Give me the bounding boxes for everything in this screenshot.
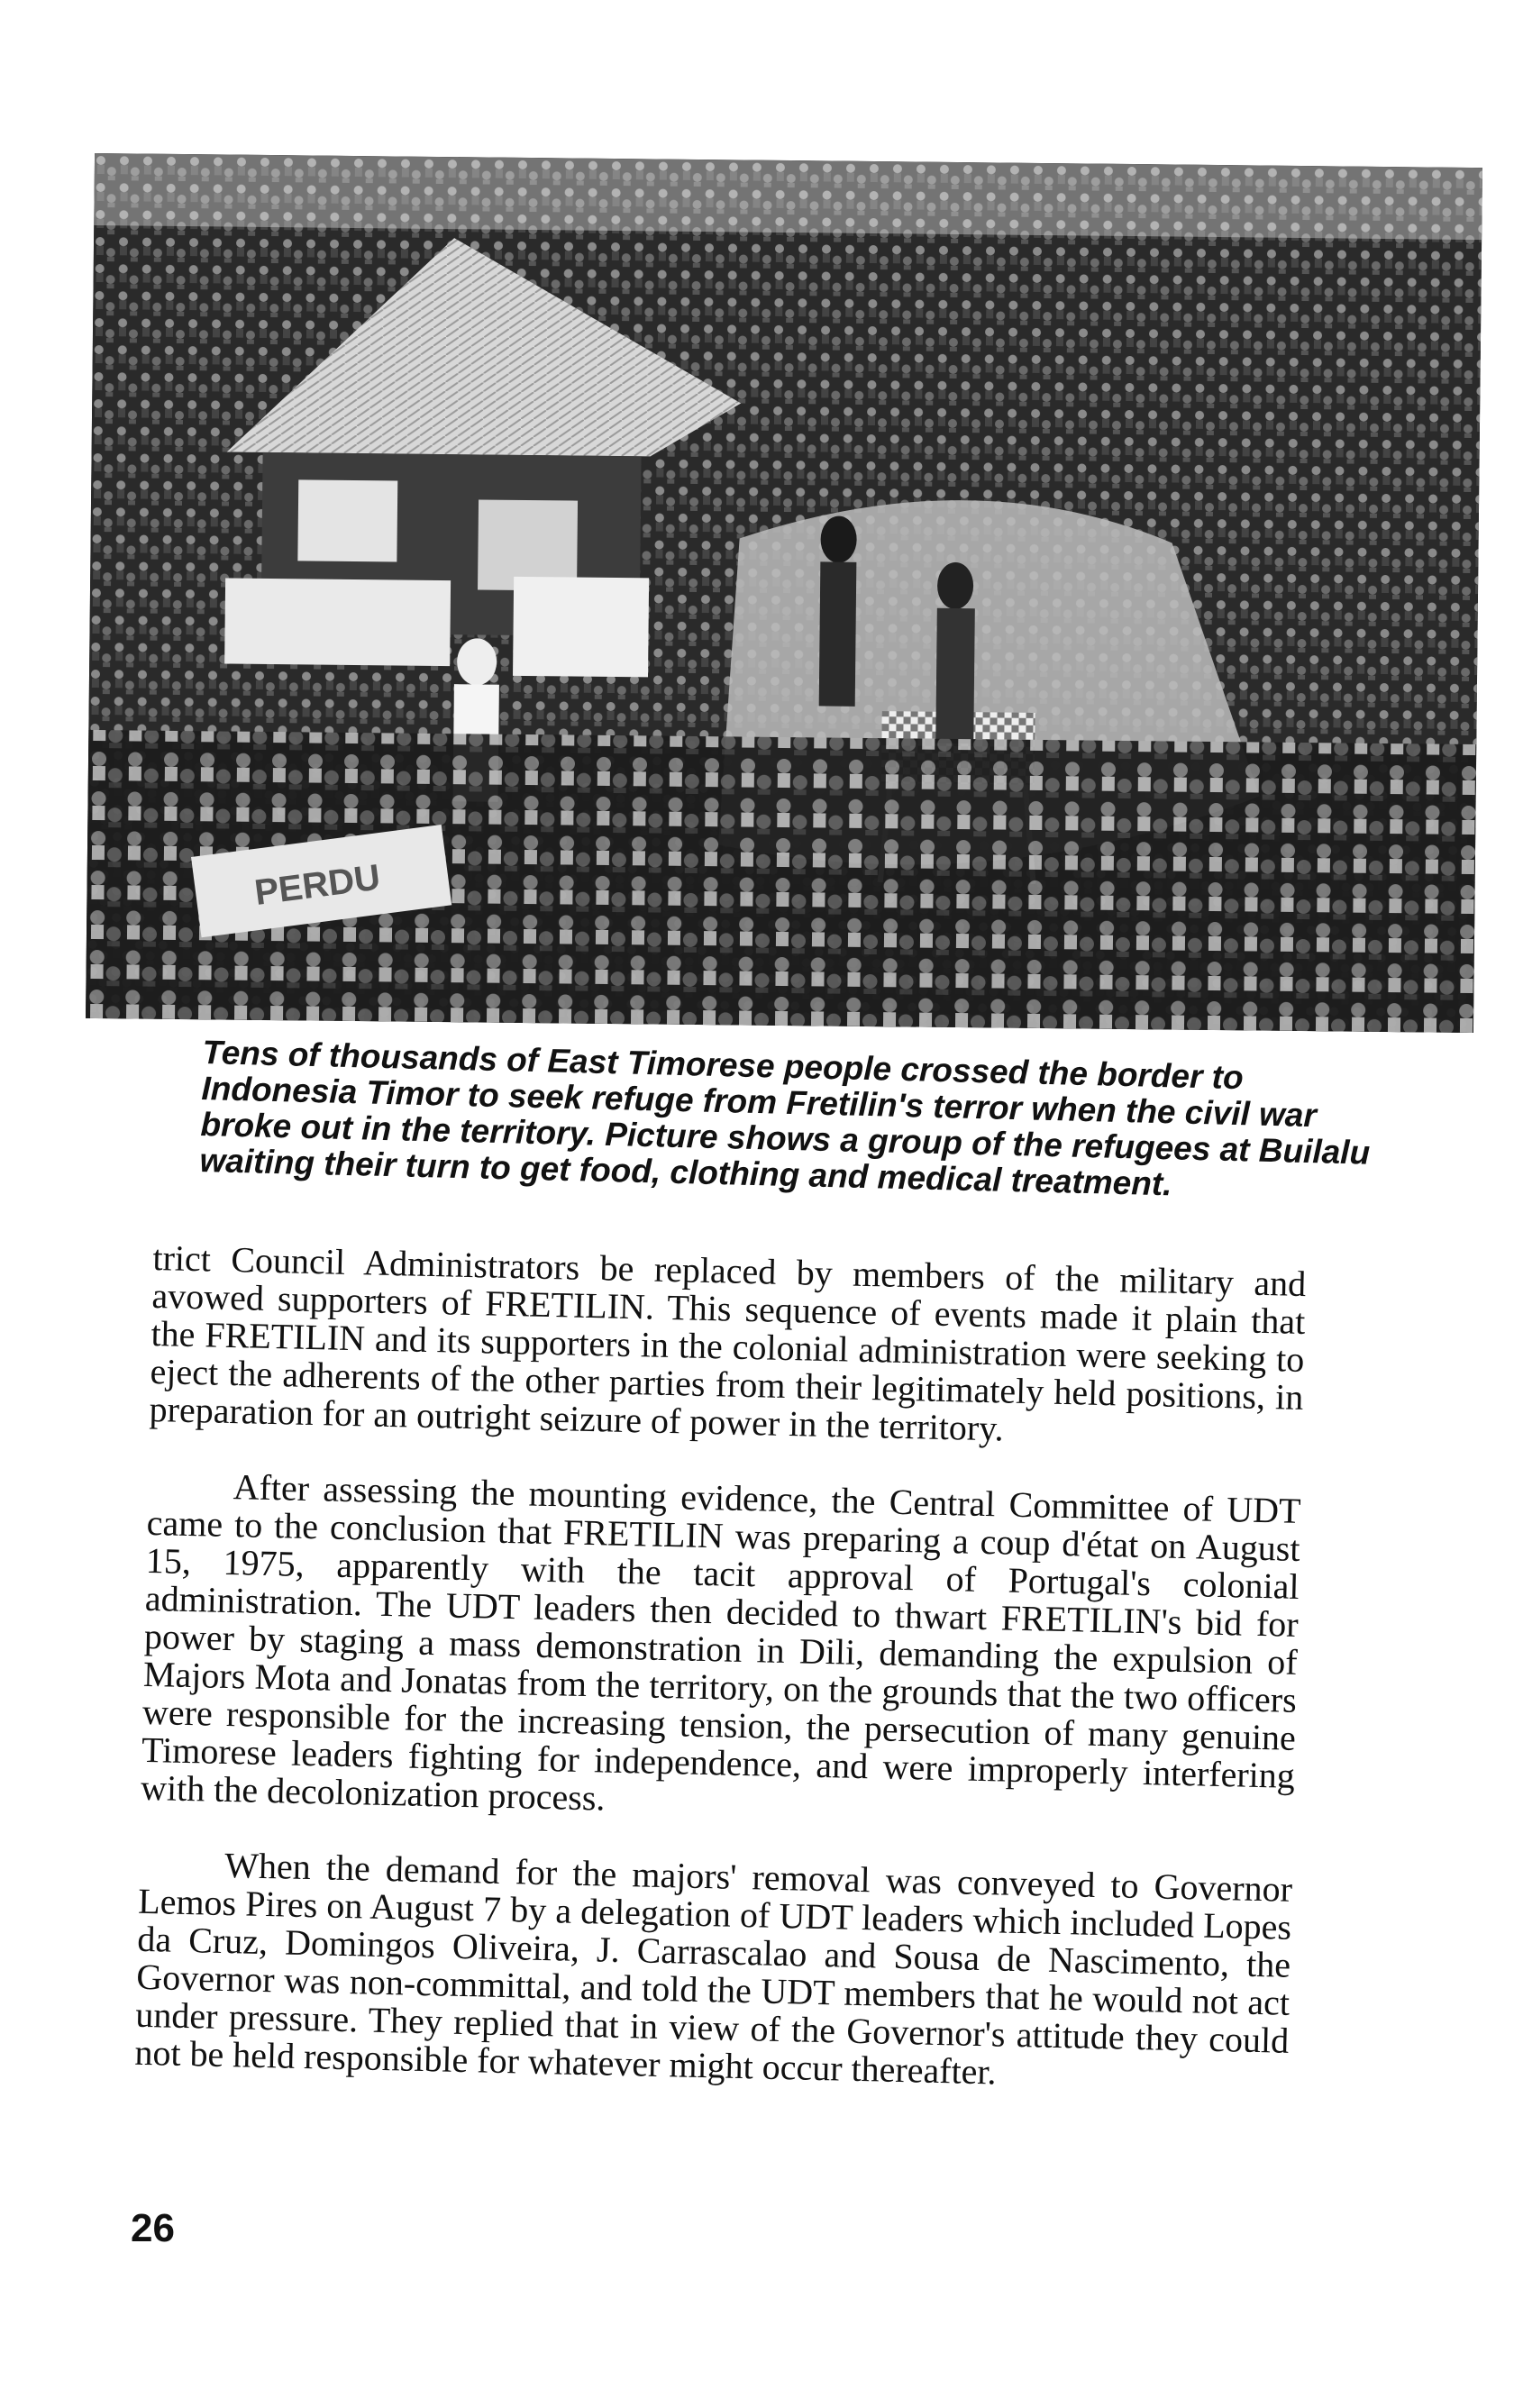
photo-banner-text: PERDU (251, 857, 383, 914)
photo-illustration (86, 153, 1482, 1033)
refugee-crowd-photo (86, 153, 1482, 1033)
page-number: 26 (131, 2206, 175, 2250)
paragraph-3: When the demand for the majors' removal was conveyed to Governor Lemos Pires on August 7 by a delegation of UDT leaders which included Lopes da Cruz, Domingos Oliveira, J. Carrascalao and Sousa de Nascimento, the Governor was non-committal, and told the UDT members that he would not act under pressure. They replied that in view of the Governor's attitude they could not be held responsible for whatever might occur thereafter. (134, 1844, 1293, 2093)
paragraph-1: trict Council Administrators be replaced by members of the military and avowed supporters of FRETILIN. This sequence of events made it plain that the FRETILIN and its supporters in the colonial administration were seeking to eject the adherents of the other parties from their legitimately held positions, in preparation for an outright seizure of power in the territory. (149, 1237, 1307, 1449)
photo-caption: Tens of thousands of East Timorese people crossed the border to Indonesia Timor to seek refuge from Fretilin's terror when the civil war broke out in the territory. Picture shows a group of the refugees at Builalu waiting their turn to get food, clothing and medical treatment. (199, 1034, 1371, 1203)
body-text (133, 1239, 1307, 2136)
paragraph-2: After assessing the mounting evidence, the Central Committee of UDT came to the conclusion that FRETILIN was preparing a coup d'état on August 15, 1975, apparently with the tacit approval of Portugal's colonial administration. The UDT leaders then decided to thwart FRETILIN's bid for power by staging a mass demonstration in Dili, demanding the expulsion of Majors Mota and Jonatas from the territory, on the grounds that the two officers were responsible for the increasing tension, the persecution of many genuine Timorese leaders fighting for independence, and were improperly interfering with the decolonization process. (140, 1466, 1301, 1819)
